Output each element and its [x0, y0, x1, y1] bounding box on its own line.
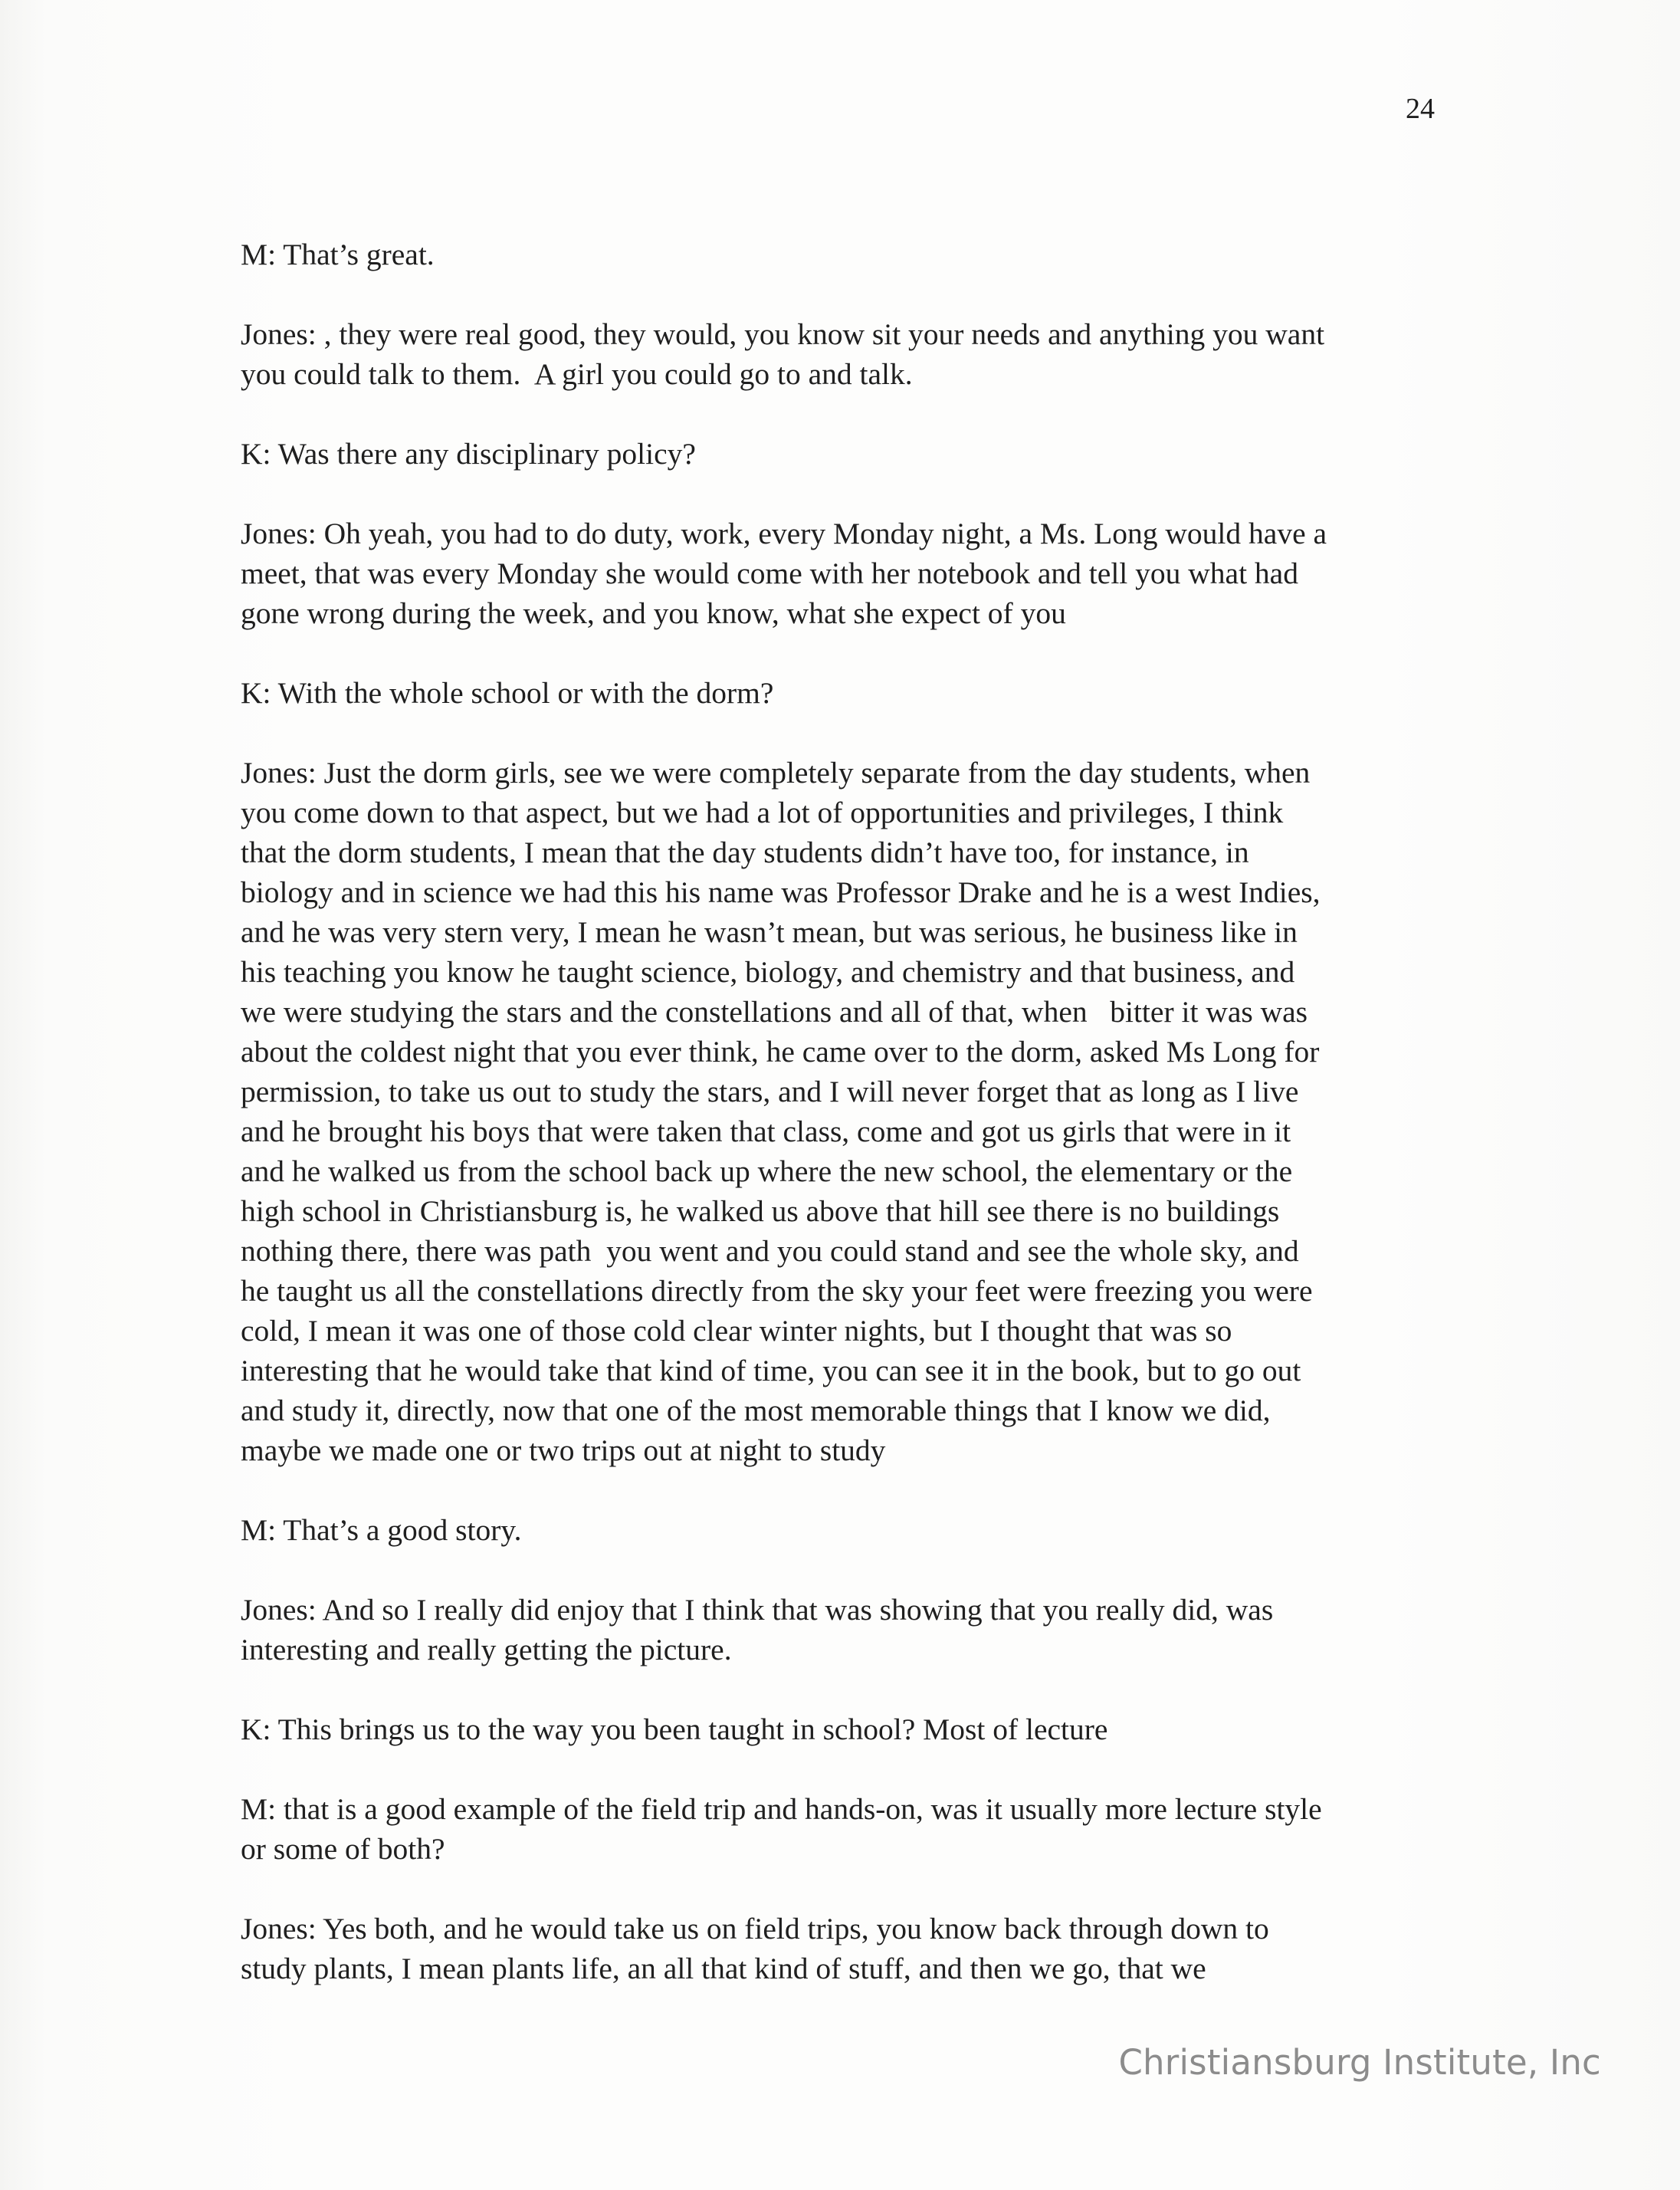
transcript-line: you could talk to them. A girl you could go to and talk. [241, 357, 913, 391]
transcript-paragraph [241, 1909, 1436, 1988]
transcript-line: interesting that he would take that kind of time, you can see it in the book, but to go out [241, 1354, 1301, 1387]
transcript-line: or some of both? [241, 1832, 445, 1866]
transcript-line: Jones: Oh yeah, you had to do duty, work, every Monday night, a Ms. Long would have a [241, 517, 1327, 550]
transcript-line: that the dorm students, I mean that the day students didn’t have too, for instance, in [241, 836, 1249, 869]
transcript-paragraph [241, 673, 1436, 713]
page-number: 24 [1406, 93, 1435, 125]
transcript-paragraph [241, 1510, 1436, 1550]
transcript-paragraph [241, 753, 1436, 1470]
transcript-line: high school in Christiansburg is, he walked us above that hill see there is no buildings [241, 1194, 1280, 1228]
transcript-line: and study it, directly, now that one of the most memorable things that I know we did, [241, 1394, 1271, 1427]
transcript-paragraph [241, 314, 1436, 394]
transcript-paragraph [241, 1709, 1436, 1749]
transcript-line: maybe we made one or two trips out at night to study [241, 1433, 886, 1467]
transcript-paragraph [241, 1590, 1436, 1670]
transcript-line: M: That’s a good story. [241, 1513, 522, 1547]
transcript-line: K: This brings us to the way you been taught in school? Most of lecture [241, 1712, 1108, 1746]
transcript-line: about the coldest night that you ever think, he came over to the dorm, asked Ms Long for [241, 1035, 1320, 1069]
transcript-paragraph [241, 514, 1436, 633]
transcript-line: he taught us all the constellations directly from the sky your feet were freezing you were [241, 1274, 1313, 1308]
transcript-line: and he walked us from the school back up where the new school, the elementary or the [241, 1154, 1293, 1188]
transcript-line: you come down to that aspect, but we had a lot of opportunities and privileges, I think [241, 796, 1284, 829]
transcript-body [241, 235, 1436, 2028]
transcript-line: cold, I mean it was one of those cold clear winter nights, but I thought that was so [241, 1314, 1232, 1348]
transcript-line: M: that is a good example of the field trip and hands-on, was it usually more lecture style [241, 1792, 1322, 1826]
transcript-paragraph [241, 434, 1436, 474]
transcript-line: interesting and really getting the picture. [241, 1633, 732, 1666]
transcript-line: and he brought his boys that were taken that class, come and got us girls that were in it [241, 1115, 1291, 1148]
transcript-line: M: That’s great. [241, 238, 435, 271]
transcript-line: meet, that was every Monday she would come with her notebook and tell you what had [241, 557, 1298, 590]
transcript-line: Jones: Just the dorm girls, see we were completely separate from the day students, when [241, 756, 1311, 790]
transcript-line: K: Was there any disciplinary policy? [241, 437, 696, 471]
watermark: Christiansburg Institute, Inc [1118, 2042, 1601, 2083]
transcript-line: Jones: , they were real good, they would, you know sit your needs and anything you want [241, 317, 1325, 351]
transcript-paragraph [241, 1789, 1436, 1869]
transcript-line: study plants, I mean plants life, an all that kind of stuff, and then we go, that we [241, 1952, 1206, 1985]
transcript-paragraph [241, 235, 1436, 274]
transcript-line: Jones: And so I really did enjoy that I think that was showing that you really did, was [241, 1593, 1274, 1627]
transcript-line: biology and in science we had this his name was Professor Drake and he is a west Indies, [241, 875, 1321, 909]
transcript-line: his teaching you know he taught science, biology, and chemistry and that business, and [241, 955, 1295, 989]
transcript-line: gone wrong during the week, and you know, what she expect of you [241, 596, 1066, 630]
transcript-line: nothing there, there was path you went and you could stand and see the whole sky, and [241, 1234, 1299, 1268]
transcript-line: we were studying the stars and the constellations and all of that, when bitter it was was [241, 995, 1308, 1029]
transcript-line: K: With the whole school or with the dorm? [241, 676, 774, 710]
transcript-line: and he was very stern very, I mean he wasn’t mean, but was serious, he business like in [241, 915, 1298, 949]
transcript-line: Jones: Yes both, and he would take us on field trips, you know back through down to [241, 1912, 1269, 1945]
transcript-line: permission, to take us out to study the stars, and I will never forget that as long as I live [241, 1075, 1299, 1108]
